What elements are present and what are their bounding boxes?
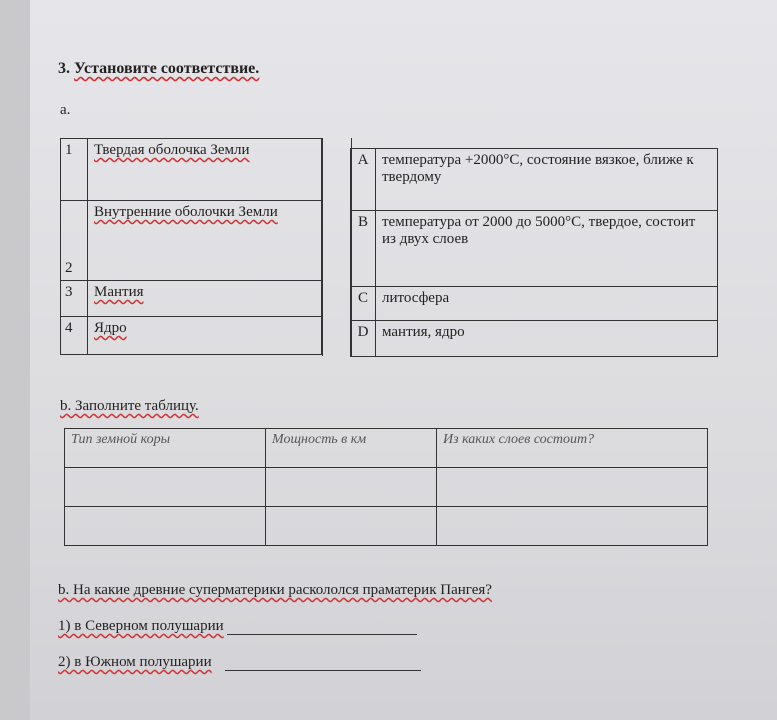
part-a-label: a. [60, 102, 71, 118]
table-row [65, 507, 708, 546]
table-cell[interactable] [437, 468, 708, 507]
table-row [351, 287, 718, 321]
item-text: Мантия [94, 284, 144, 300]
answer-south: 2) в Южном полушарии [58, 654, 421, 671]
item-letter: A [351, 149, 376, 211]
answer-north: 1) в Северном полушарии [58, 618, 417, 635]
item-text: Внутренние оболочки Земли [94, 204, 278, 220]
worksheet-page [30, 0, 777, 720]
table-row [351, 149, 718, 211]
column-header: Тип земной коры [65, 429, 266, 468]
item-text: мантия, ядро [376, 321, 718, 357]
table-row [65, 468, 708, 507]
table-header-row [65, 429, 708, 468]
match-right-table [350, 148, 718, 357]
table-row [61, 317, 322, 355]
table-row [61, 281, 322, 317]
table-cell[interactable] [65, 507, 266, 546]
table-cell[interactable] [437, 507, 708, 546]
table-row [351, 321, 718, 357]
table-cell[interactable] [266, 507, 437, 546]
column-header: Из каких слоев состоит? [437, 429, 708, 468]
table-row [351, 211, 718, 287]
item-number: 4 [61, 317, 88, 355]
item-letter: C [351, 287, 376, 321]
item-number: 3 [61, 281, 88, 317]
table-gap-column [322, 138, 352, 356]
answer-line[interactable] [225, 656, 421, 671]
item-text: температура от 2000 до 5000°С, твердое, состоит из двух слоев [376, 211, 718, 287]
table-cell[interactable] [266, 468, 437, 507]
column-header: Мощность в км [266, 429, 437, 468]
item-text: Твердая оболочка Земли [94, 142, 250, 158]
item-text: литосфера [376, 287, 718, 321]
fill-table [64, 428, 708, 546]
part-b-label: b. Заполните таблицу. [60, 398, 199, 414]
match-left-table [60, 138, 322, 355]
part-c-label: b. На какие древние суперматерики раскололся праматерик Пангея? [58, 582, 492, 598]
item-letter: D [351, 321, 376, 357]
task-title: Установите соответствие. [74, 60, 260, 77]
item-letter: B [351, 211, 376, 287]
item-number: 1 [61, 139, 88, 201]
item-text: Ядро [94, 320, 127, 336]
task-heading [58, 60, 259, 78]
item-text: температура +2000°С, состояние вязкое, ближе к твердому [376, 149, 718, 211]
table-row [61, 201, 322, 281]
answer-line[interactable] [227, 620, 417, 635]
item-number: 2 [61, 201, 88, 281]
table-row [61, 139, 322, 201]
table-cell[interactable] [65, 468, 266, 507]
task-number: 3. [58, 60, 74, 77]
